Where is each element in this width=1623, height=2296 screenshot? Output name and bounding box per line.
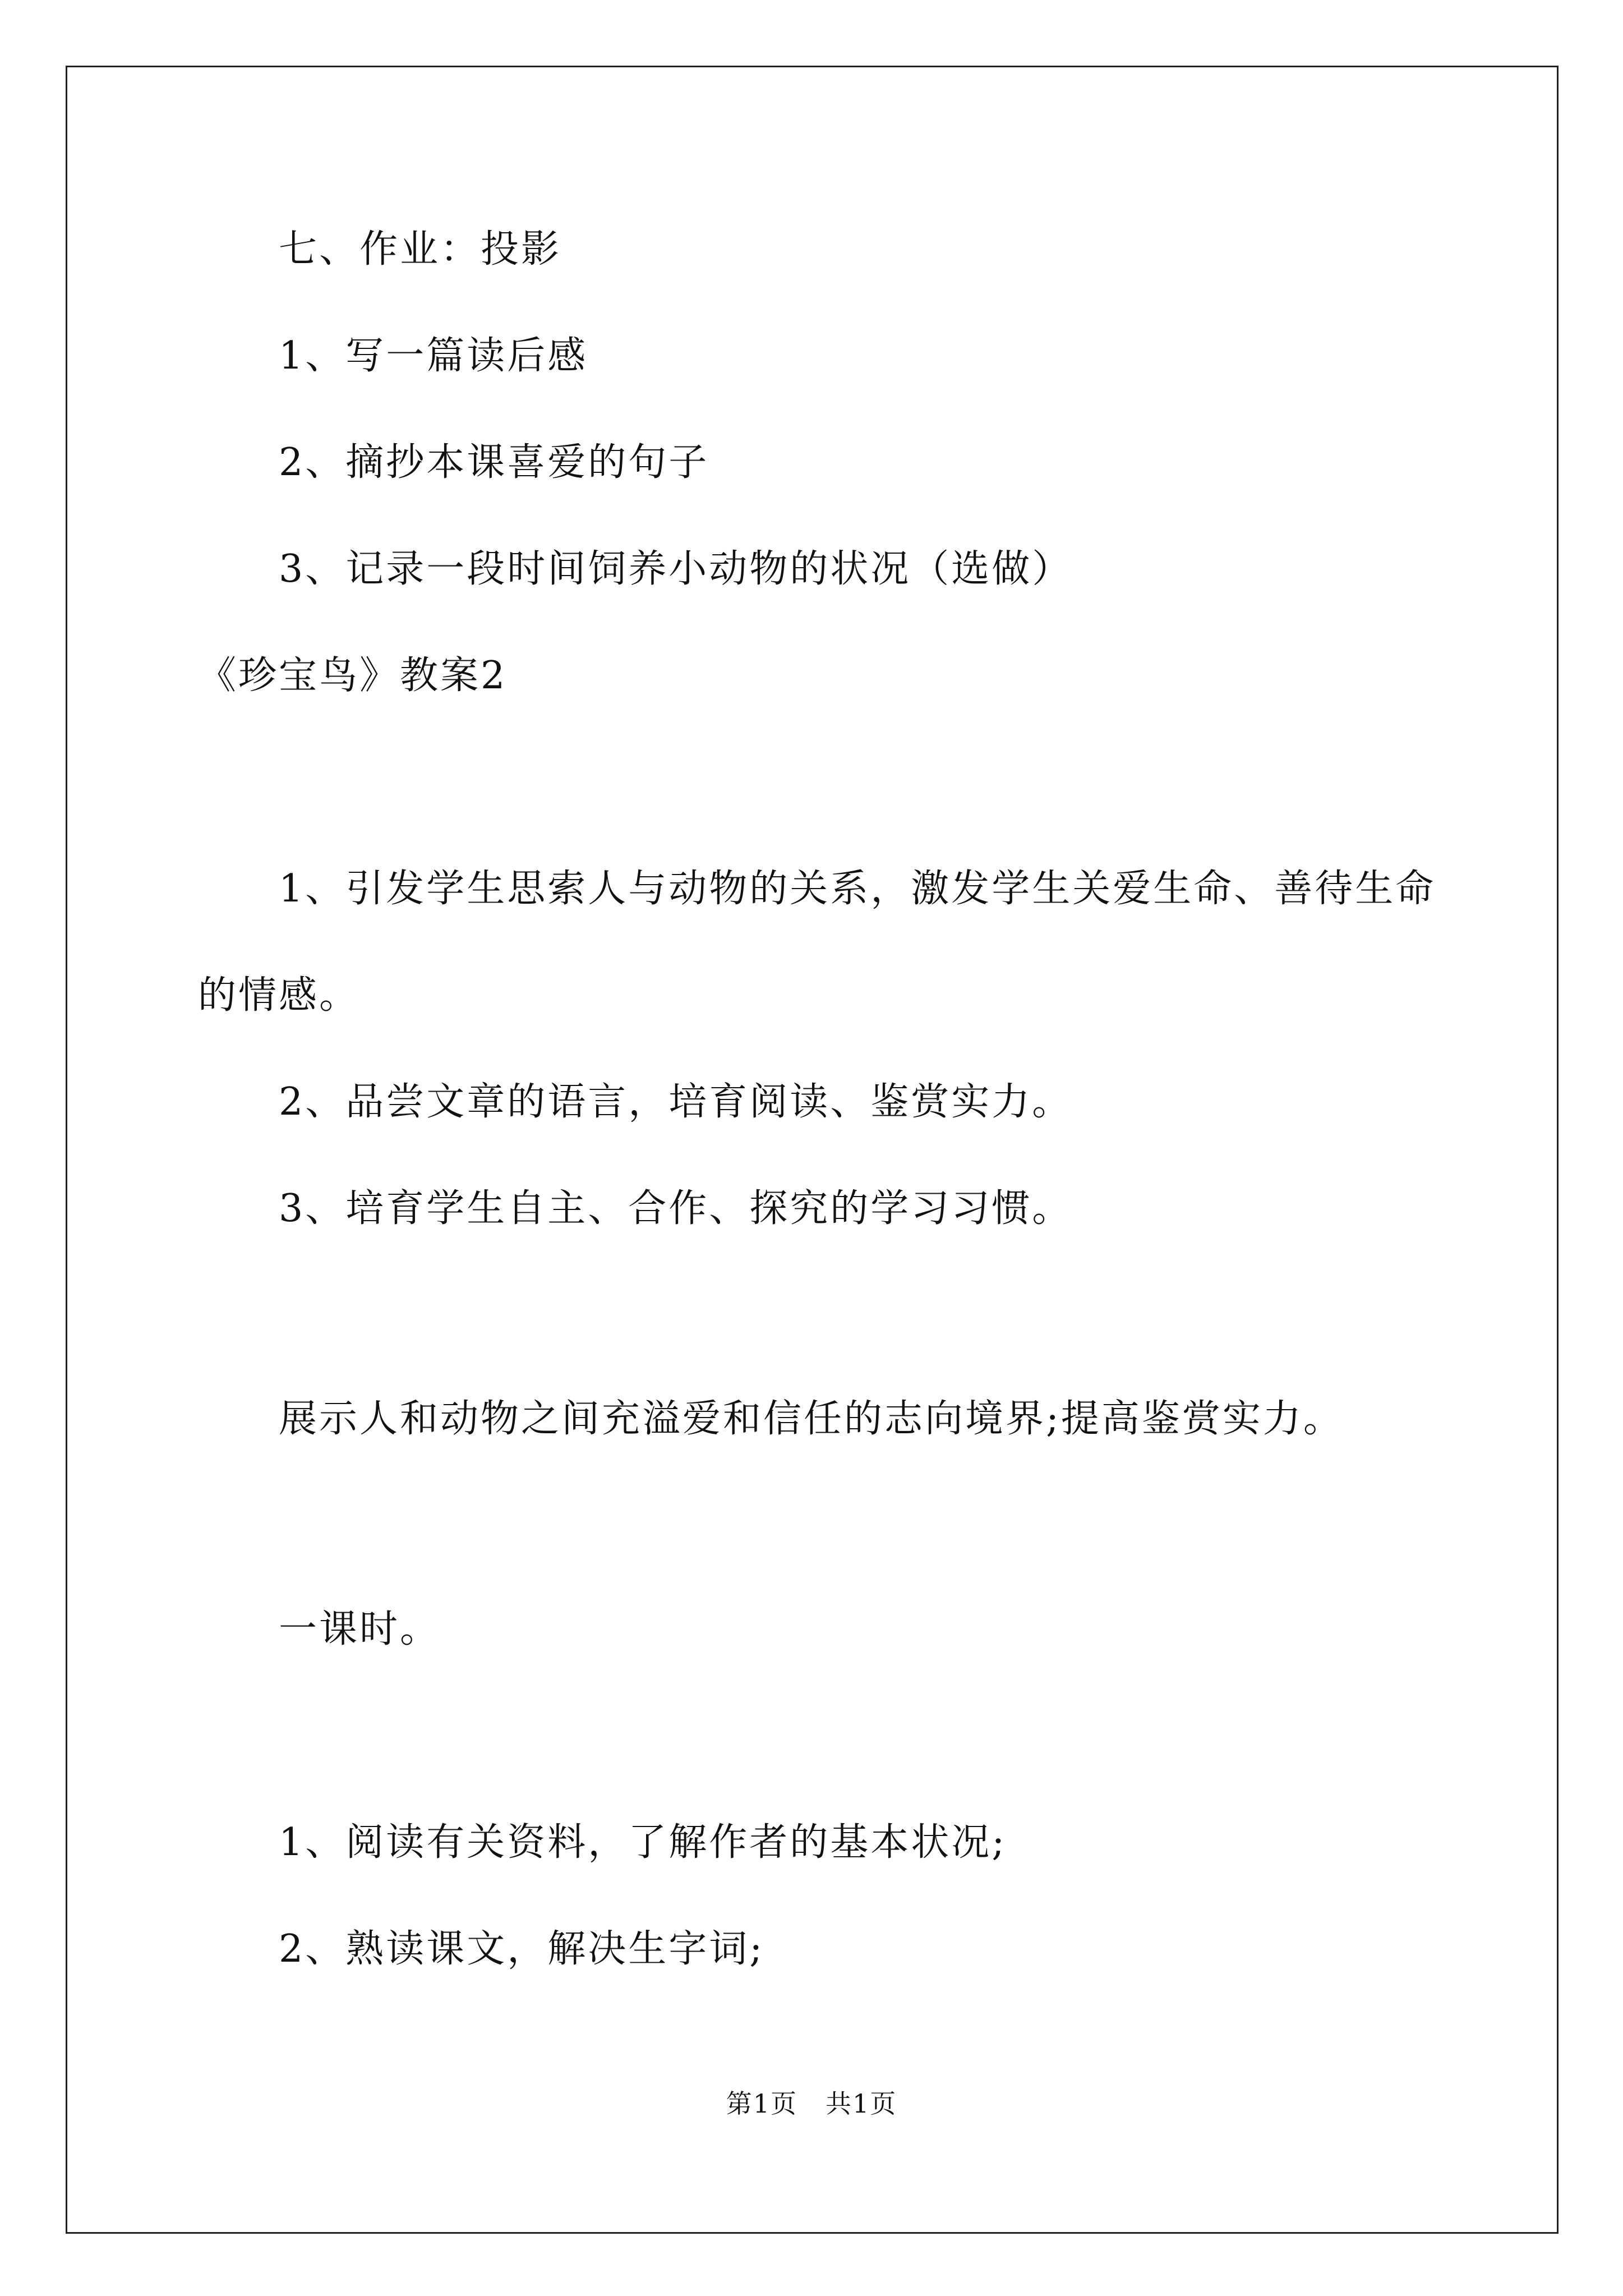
goal-item-1-continued: 的情感。 bbox=[198, 973, 360, 1018]
homework-item-1: 1、写一篇读后感 bbox=[279, 334, 588, 378]
homework-item-3: 3、记录一段时间饲养小动物的状况（选做） bbox=[279, 547, 1073, 591]
key-point-paragraph: 展示人和动物之间充溢爱和信任的志向境界;提高鉴赏实力。 bbox=[279, 1397, 1344, 1441]
page-number-current: 第1页 bbox=[726, 2088, 797, 2119]
goal-item-2: 2、品尝文章的语言，培育阅读、鉴赏实力。 bbox=[279, 1080, 1073, 1124]
goal-item-1: 1、引发学生思索人与动物的关系，激发学生关爱生命、善待生命 bbox=[279, 867, 1436, 911]
prep-item-2: 2、熟读课文，解决生字词; bbox=[279, 1927, 765, 1971]
class-hours-paragraph: 一课时。 bbox=[279, 1607, 441, 1651]
page-footer bbox=[0, 2087, 1623, 2120]
lesson-plan-title: 《珍宝鸟》教案2 bbox=[198, 654, 508, 698]
homework-item-2: 2、摘抄本课喜爱的句子 bbox=[279, 440, 709, 485]
homework-heading: 七、作业：投影 bbox=[279, 227, 562, 272]
prep-item-1: 1、阅读有关资料，了解作者的基本状况; bbox=[279, 1820, 1007, 1865]
page-number-total: 共1页 bbox=[826, 2088, 897, 2119]
page-border bbox=[66, 66, 1559, 2234]
goal-item-3: 3、培育学生自主、合作、探究的学习习惯。 bbox=[279, 1186, 1073, 1231]
